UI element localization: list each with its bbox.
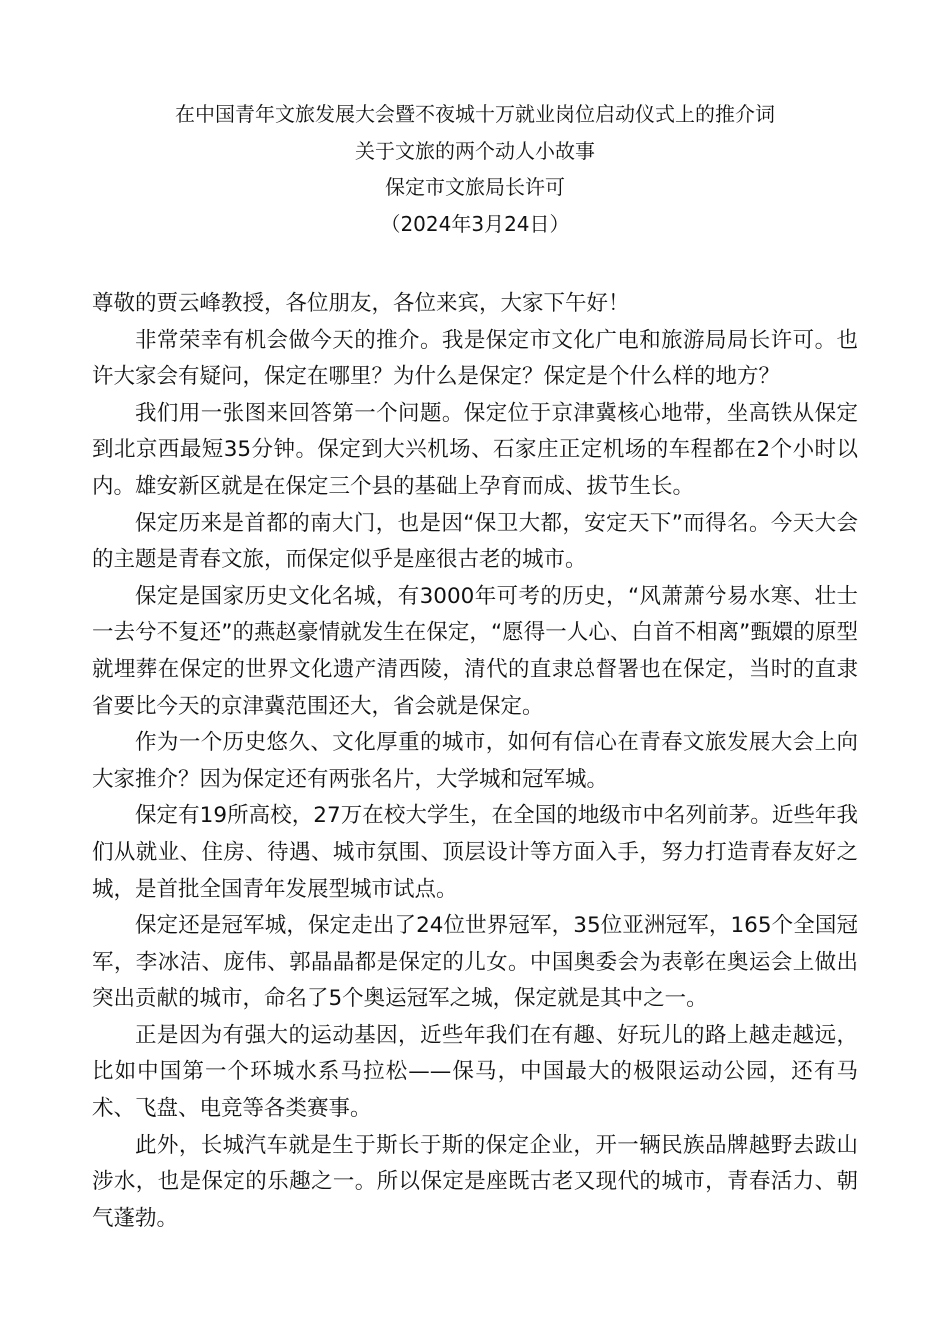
date-line: （2024年3月24日） bbox=[380, 211, 570, 236]
paragraph: 非常荣幸有机会做今天的推介。我是保定市文化广电和旅游局局长许可。也许大家会有疑问，保定在哪里？为什么是保定？保定是个什么样的地方？ bbox=[92, 327, 858, 390]
paragraph: 保定历来是首都的南大门，也是因“保卫大都，安定天下”而得名。今天大会的主题是青春文旅，而保定似乎是座很古老的城市。 bbox=[92, 510, 858, 573]
paragraph: 此外，长城汽车就是生于斯长于斯的保定企业，开一辆民族品牌越野去跋山涉水，也是保定的乐趣之一。所以保定是座既古老又现代的城市，青春活力、朝气蓬勃。 bbox=[92, 1132, 858, 1231]
salutation: 尊敬的贾云峰教授，各位朋友，各位来宾，大家下午好！ bbox=[92, 291, 630, 316]
speaker-line: 保定市文旅局长许可 bbox=[385, 175, 565, 199]
document-subtitle: 关于文旅的两个动人小故事 bbox=[355, 138, 595, 163]
paragraph: 作为一个历史悠久、文化厚重的城市，如何有信心在青春文旅发展大会上向大家推介？因为保定还有两张名片，大学城和冠军城。 bbox=[92, 730, 858, 792]
paragraph: 正是因为有强大的运动基因，近些年我们在有趣、好玩儿的路上越走越远，比如中国第一个环城水系马拉松——保马，中国最大的极限运动公园，还有马术、飞盘、电竞等各类赛事。 bbox=[92, 1022, 858, 1122]
document-title: 在中国青年文旅发展大会暨不夜城十万就业岗位启动仪式上的推介词 bbox=[175, 102, 775, 126]
document-body bbox=[92, 286, 858, 1237]
paragraph: 我们用一张图来回答第一个问题。保定位于京津冀核心地带，坐高铁从保定到北京西最短35分钟。保定到大兴机场、石家庄正定机场的车程都在2个小时以内。雄安新区就是在保定三个县的基础上孕育而成、拔节生长。 bbox=[92, 400, 858, 499]
document-header bbox=[92, 96, 858, 242]
paragraph: 保定是国家历史文化名城，有3000年可考的历史，“风萧萧兮易水寒、壮士一去兮不复还”的燕赵豪情就发生在保定，“愿得一人心、白首不相离”甄嬛的原型就埋葬在保定的世界文化遗产清西陵，清代的直隶总督署也在保定，当时的直隶省要比今天的京津冀范围还大，省会就是保定。 bbox=[92, 583, 858, 719]
paragraph: 保定还是冠军城，保定走出了24位世界冠军，35位亚洲冠军，165个全国冠军，李冰洁、庞伟、郭晶晶都是保定的儿女。中国奥委会为表彰在奥运会上做出突出贡献的城市，命名了5个奥运冠军之城，保定就是其中之一。 bbox=[92, 913, 858, 1012]
paragraph: 保定有19所高校，27万在校大学生，在全国的地级市中名列前茅。近些年我们从就业、住房、待遇、城市氛围、顶层设计等方面入手，努力打造青春友好之城，是首批全国青年发展型城市试点。 bbox=[92, 803, 858, 902]
